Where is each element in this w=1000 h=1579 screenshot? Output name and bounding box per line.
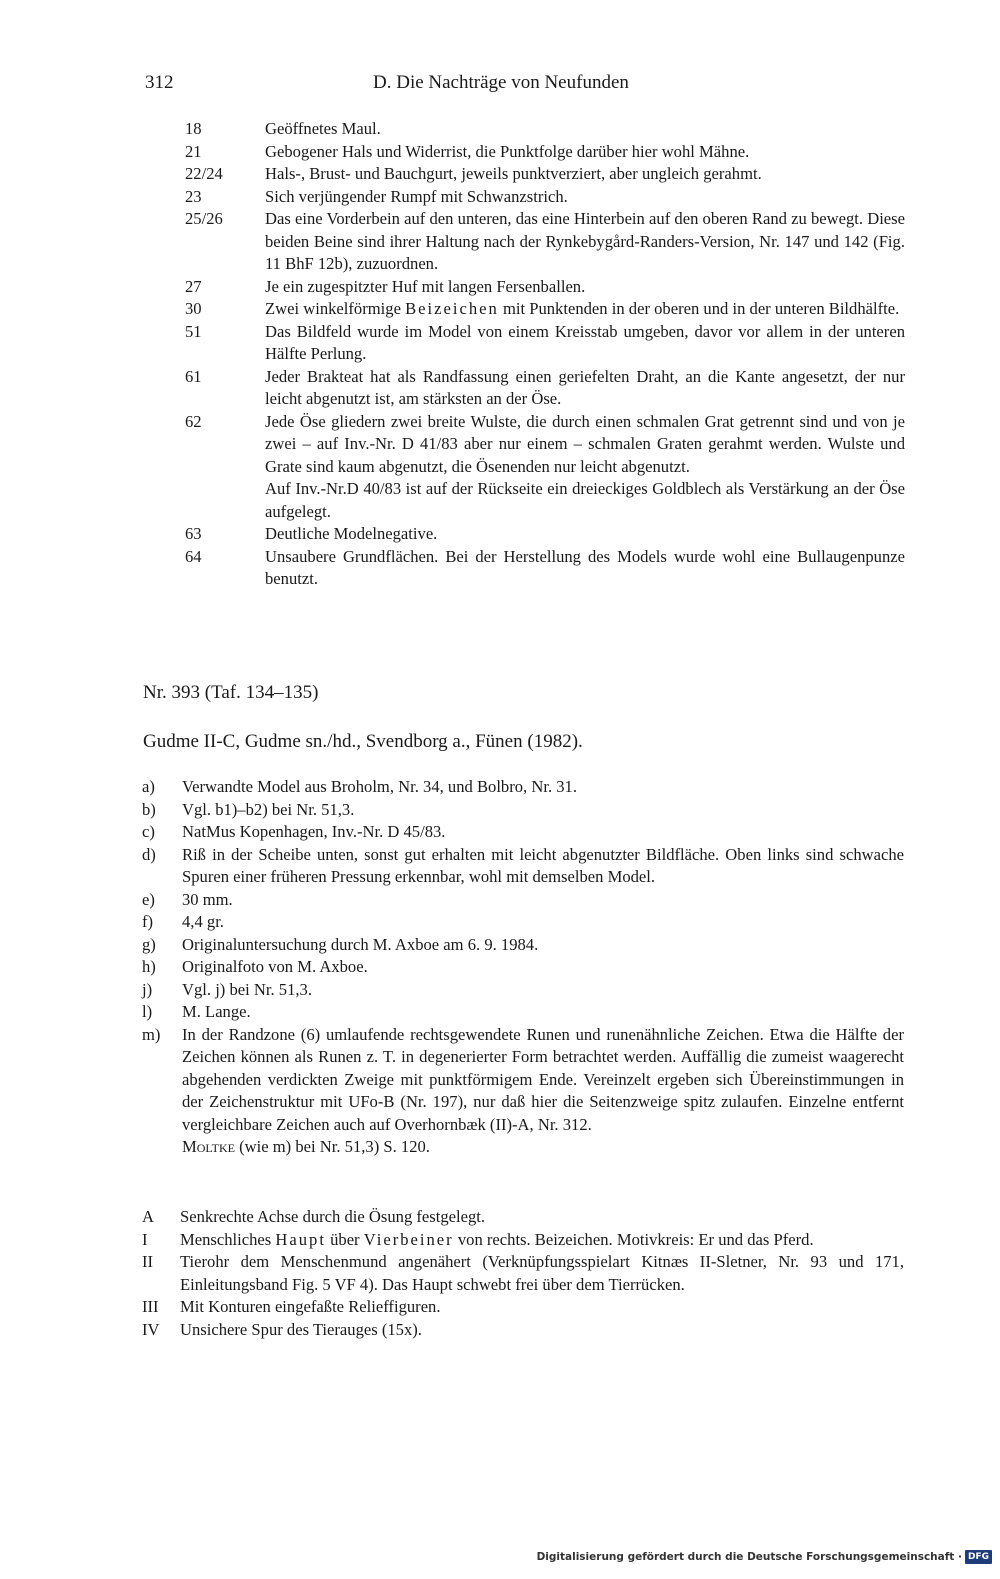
note-row	[185, 276, 905, 299]
detail-text: NatMus Kopenhagen, Inv.-Nr. D 45/83.	[182, 822, 446, 841]
note-number: 63	[185, 524, 202, 543]
note-text: Hals-, Brust- und Bauchgurt, jeweils punktverziert, aber ungleich gerahmt.	[265, 164, 762, 183]
detail-key: l)	[142, 1002, 153, 1021]
detail-row	[142, 844, 904, 889]
detail-text: M. Lange.	[182, 1002, 251, 1021]
detail-key: e)	[142, 889, 155, 909]
analysis-list	[142, 1206, 904, 1341]
footer-text: Digitalisierung gefördert durch die Deutsche Forschungsgemeinschaft ·	[536, 1551, 962, 1563]
note-text: Jede Öse gliedern zwei breite Wulste, die durch einen schmalen Grat getrennt sind und von je zwei – auf Inv.-Nr. D 41/83 aber nur einem – schmalen Graten gerahmt werden. Wulste und Grate sind kaum abgenutzt, die Ösenenden nur leicht abgenutzt.	[265, 411, 905, 476]
note-row	[185, 366, 905, 411]
page-number: 312	[145, 72, 174, 93]
note-row	[185, 411, 905, 524]
emphasized-term: Haupt	[275, 1229, 326, 1249]
detail-text: Originalfoto von M. Axboe.	[182, 957, 368, 976]
detail-row	[142, 979, 904, 1002]
analysis-text: Unsichere Spur des Tierauges (15x).	[180, 1319, 422, 1339]
note-row	[185, 163, 905, 186]
note-text: Das Bildfeld wurde im Model von einem Kreisstab umgeben, davor vor allem in der unteren Hälfte Perlung.	[265, 321, 905, 363]
note-text: Auf Inv.-Nr.D 40/83 ist auf der Rückseite ein dreieckiges Goldblech als Verstärkung an der Öse aufgelegt.	[265, 479, 905, 521]
analysis-key: IV	[142, 1319, 160, 1339]
analysis-key: II	[142, 1252, 154, 1271]
emphasized-term: Beizeichen	[405, 299, 499, 318]
note-text: Deutliche Modelnegative.	[265, 524, 438, 543]
detail-text: Riß in der Scheibe unten, sonst gut erhalten mit leicht abgenutzter Bildfläche. Oben links sind schwache Spuren einer früheren Pressung erkennbar, wohl mit demselben Model.	[182, 844, 904, 886]
analysis-text: Senkrechte Achse durch die Ösung festgelegt.	[180, 1207, 486, 1226]
detail-key: b)	[142, 799, 156, 819]
entry-title: Gudme II-C, Gudme sn./hd., Svendborg a., Fünen (1982).	[143, 731, 583, 752]
note-text: Zwei winkelförmige Beizeichen mit Punktenden in der oberen und in der unteren Bildhälfte.	[265, 299, 900, 318]
analysis-row	[142, 1229, 904, 1252]
analysis-row	[142, 1319, 904, 1342]
note-row	[185, 118, 905, 141]
author-name: Moltke	[182, 1137, 235, 1156]
detail-text: Verwandte Model aus Broholm, Nr. 34, und Bolbro, Nr. 31.	[182, 777, 577, 796]
detail-reference: Moltke (wie m) bei Nr. 51,3) S. 120.	[182, 1137, 430, 1156]
detail-text: Originaluntersuchung durch M. Axboe am 6. 9. 1984.	[182, 934, 539, 954]
detail-text: Vgl. b1)–b2) bei Nr. 51,3.	[182, 799, 355, 819]
note-text: Das eine Vorderbein auf den unteren, das eine Hinterbein auf den oberen Rand zu bewegt. Diese beiden Beine sind ihrer Haltung nach der Rynkebygård-Randers-Version, Nr. 147 und 142 (Fig. 11 BhF 12b), zuzuordnen.	[265, 209, 905, 273]
note-number: 25/26	[185, 209, 223, 228]
detail-row	[142, 934, 904, 957]
note-text: Jeder Brakteat hat als Randfassung einen geriefelten Draht, an die Kante angesetzt, der nur leicht abgenutzt ist, am stärksten an der Öse.	[265, 366, 905, 408]
entry-number: Nr. 393 (Taf. 134–135)	[143, 682, 319, 703]
note-number: 22/24	[185, 164, 223, 183]
running-title: D. Die Nachträge von Neufunden	[373, 72, 629, 93]
note-text: Gebogener Hals und Widerrist, die Punktfolge darüber hier wohl Mähne.	[265, 141, 750, 161]
note-text: Unsaubere Grundflächen. Bei der Herstellung des Models wurde wohl eine Bullaugenpunze benutzt.	[265, 546, 905, 588]
analysis-text: Menschliches Haupt über Vierbeiner von rechts. Beizeichen. Motivkreis: Er und das Pferd.	[180, 1229, 814, 1249]
detail-key: d)	[142, 844, 156, 864]
detail-key: c)	[142, 822, 155, 841]
note-number: 64	[185, 546, 202, 566]
note-row	[185, 208, 905, 276]
note-row	[185, 186, 905, 209]
detail-row	[142, 911, 904, 934]
note-text: Sich verjüngender Rumpf mit Schwanzstrich.	[265, 186, 568, 206]
analysis-row	[142, 1206, 904, 1229]
detail-key: f)	[142, 912, 154, 931]
note-row	[185, 298, 905, 321]
details-list	[142, 776, 904, 1159]
detail-row	[142, 1001, 904, 1024]
note-number: 30	[185, 299, 202, 318]
note-number: 61	[185, 366, 202, 386]
note-number: 23	[185, 186, 202, 206]
detail-row	[142, 776, 904, 799]
note-row	[185, 523, 905, 546]
note-number: 51	[185, 321, 202, 341]
analysis-key: A	[142, 1207, 154, 1226]
detail-text: Vgl. j) bei Nr. 51,3.	[182, 979, 312, 999]
analysis-key: I	[142, 1229, 148, 1249]
detail-row	[142, 1024, 904, 1159]
note-number: 21	[185, 141, 202, 161]
detail-key: g)	[142, 934, 156, 954]
dfg-logo: DFG	[965, 1550, 992, 1564]
note-text: Geöffnetes Maul.	[265, 119, 381, 138]
note-number: 27	[185, 276, 202, 296]
analysis-text: Tierohr dem Menschenmund angenähert (Verknüpfungsspielart Kitnæs II-Sletner, Nr. 93 und 171, Einleitungsband Fig. 5 VF 4). Das Haupt schwebt frei über dem Tierrücken.	[180, 1252, 904, 1294]
note-row	[185, 141, 905, 164]
emphasized-term: Vierbeiner	[363, 1229, 454, 1249]
note-row	[185, 546, 905, 591]
note-text: Je ein zugespitzter Huf mit langen Fersenballen.	[265, 276, 586, 296]
detail-text: 4,4 gr.	[182, 912, 224, 931]
notes-list	[185, 118, 905, 591]
note-number: 18	[185, 119, 202, 138]
detail-key: a)	[142, 777, 155, 796]
note-number: 62	[185, 411, 202, 431]
detail-text: In der Randzone (6) umlaufende rechtsgewendete Runen und runenähnliche Zeichen. Etwa die Hälfte der Zeichen können als Runen z. T. in degenerierter Form betrachtet werden. Auffällig die zumeist waagerecht abgehenden verdickten Zweige mit punktförmigem Ende. Vereinzelt ergeben sich Übereinstimmungen in der Zeichenstruktur mit UFo-B (Nr. 197), nur daß hier die Seitenzweige spitz zulaufen. Einzelne entfernt vergleichbare Zeichen auch auf Overhornbæk (II)-A, Nr. 312.	[182, 1024, 904, 1134]
analysis-row	[142, 1251, 904, 1296]
detail-row	[142, 799, 904, 822]
detail-text: 30 mm.	[182, 889, 233, 909]
detail-key: j)	[142, 979, 153, 999]
note-row	[185, 321, 905, 366]
digitization-footer	[537, 1550, 992, 1564]
detail-key: h)	[142, 957, 156, 976]
analysis-row	[142, 1296, 904, 1319]
analysis-text: Mit Konturen eingefaßte Relieffiguren.	[180, 1297, 441, 1316]
detail-row	[142, 889, 904, 912]
detail-key: m)	[142, 1024, 161, 1044]
analysis-key: III	[142, 1297, 159, 1316]
detail-row	[142, 821, 904, 844]
detail-row	[142, 956, 904, 979]
